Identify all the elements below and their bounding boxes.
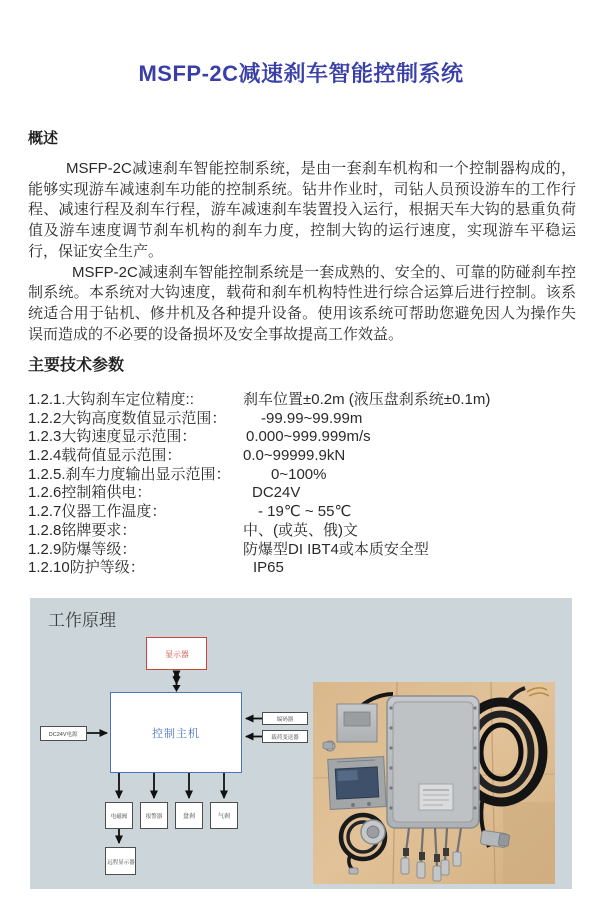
- parameter-value: 0.0~99999.9kN: [243, 447, 346, 465]
- diagram-load-transmitter-label: 载荷变送器: [271, 734, 299, 741]
- diagram-air-brake-box: [210, 802, 238, 829]
- parameter-row: [28, 391, 576, 410]
- parameter-row: [28, 541, 576, 560]
- parameter-label: 1.2.3大钩速度显示范围：: [28, 428, 197, 446]
- parameter-label: 1.2.7仪器工作温度：: [28, 503, 167, 521]
- parameter-label: 1.2.9防爆等级：: [28, 540, 137, 558]
- parameter-value: DC24V: [252, 484, 301, 502]
- parameter-value: IP65: [253, 559, 284, 577]
- parameter-row: [28, 503, 576, 522]
- parameter-value: 0~100%: [271, 465, 327, 483]
- parameters-list: [28, 391, 576, 578]
- parameter-row: [28, 447, 576, 466]
- parameter-label: 1.2.5.刹车力度输出显示范围：: [28, 465, 231, 483]
- overview-heading: 概述: [28, 130, 59, 147]
- diagram-remote-display-label: 远程显示器: [106, 859, 135, 866]
- diagram-display-box: [146, 637, 207, 670]
- photo-display-unit: [328, 757, 387, 810]
- diagram-power-box: [40, 726, 87, 741]
- parameter-row: [28, 522, 576, 541]
- parameter-row: [28, 484, 576, 503]
- diagram-solenoid-valve-box: [105, 802, 133, 829]
- parameter-row: [28, 410, 576, 429]
- diagram-solenoid-valve-label: 电磁阀: [110, 813, 128, 820]
- overview-paragraph-1: MSFP-2C减速刹车智能控制系统，是由一套刹车机构和一个控制器构成的，能够实现游车减速刹车功能的控制系统。钻井作业时，司钻人员预设游车的工作行程、减速行程及刹车行程，游车减速刹车装置投入运行，根据天车大钩的悬重负荷值及游车速度调节刹车机构的刹车力度，控制大钩的运行速度，实现游车平稳运行，保证安全生产。: [28, 160, 576, 260]
- parameter-label: 1.2.8铭牌要求：: [28, 521, 137, 539]
- equipment-photo: [313, 682, 555, 884]
- parameters-heading: 主要技术参数: [28, 357, 125, 374]
- page-title: MSFP-2C减速刹车智能控制系统: [138, 61, 464, 86]
- diagram-load-transmitter-box: [262, 730, 308, 743]
- diagram-controller-box: [110, 692, 242, 773]
- diagram-alarm-label: 报警器: [145, 813, 163, 820]
- photo-control-box: [387, 696, 479, 828]
- working-principle-section: [30, 598, 572, 889]
- diagram-encoder-box: [262, 712, 308, 725]
- parameter-label: 1.2.4载荷值显示范围：: [28, 447, 182, 465]
- parameter-row: [28, 466, 576, 485]
- parameter-row: [28, 428, 576, 447]
- parameter-value: 刹车位置±0.2m (液压盘刹系统±0.1m): [243, 391, 491, 408]
- overview-body: [28, 159, 576, 345]
- overview-paragraph-2: MSFP-2C减速刹车智能控制系统是一套成熟的、安全的、可靠的防碰刹车控制系统。本系统对大钩速度，载荷和刹车机构特性进行综合运算后进行控制。该系统适合用于钻机、修井机及各种提升设备。使用该系统可帮助您避免因人为操作失误而造成的不必要的设备损坏及安全事故提高工作效益。: [28, 263, 576, 343]
- diagram-alarm-box: [140, 802, 168, 829]
- parameter-value: -99.99~99.99m: [261, 409, 363, 427]
- diagram-display-label: 显示器: [164, 650, 189, 660]
- parameter-row: [28, 559, 576, 578]
- diagram-air-brake-label: 气刹: [218, 813, 230, 820]
- diagram-power-label: DC24V电源: [49, 731, 78, 738]
- parameter-label: 1.2.2大钩高度数值显示范围：: [28, 409, 227, 427]
- diagram-controller-label: 控制主机: [152, 727, 200, 740]
- diagram-disc-brake-box: [175, 802, 203, 829]
- parameter-value: - 19℃ ~ 55℃: [258, 503, 352, 521]
- diagram-remote-display-box: [105, 847, 136, 875]
- parameter-value: 0.000~999.999m/s: [246, 428, 371, 446]
- parameter-value: 防爆型DI IBT4或本质安全型: [243, 540, 429, 558]
- parameter-label: 1.2.1.大钩刹车定位精度::: [28, 391, 194, 408]
- diagram-disc-brake-label: 盘刹: [183, 813, 195, 820]
- parameter-label: 1.2.10防护等级：: [28, 559, 145, 577]
- parameter-label: 1.2.6控制箱供电：: [28, 484, 152, 502]
- parameter-value: 中、(或英、俄)文: [243, 521, 358, 539]
- working-principle-heading: 工作原理: [48, 611, 116, 630]
- diagram-encoder-label: 编码器: [276, 716, 294, 723]
